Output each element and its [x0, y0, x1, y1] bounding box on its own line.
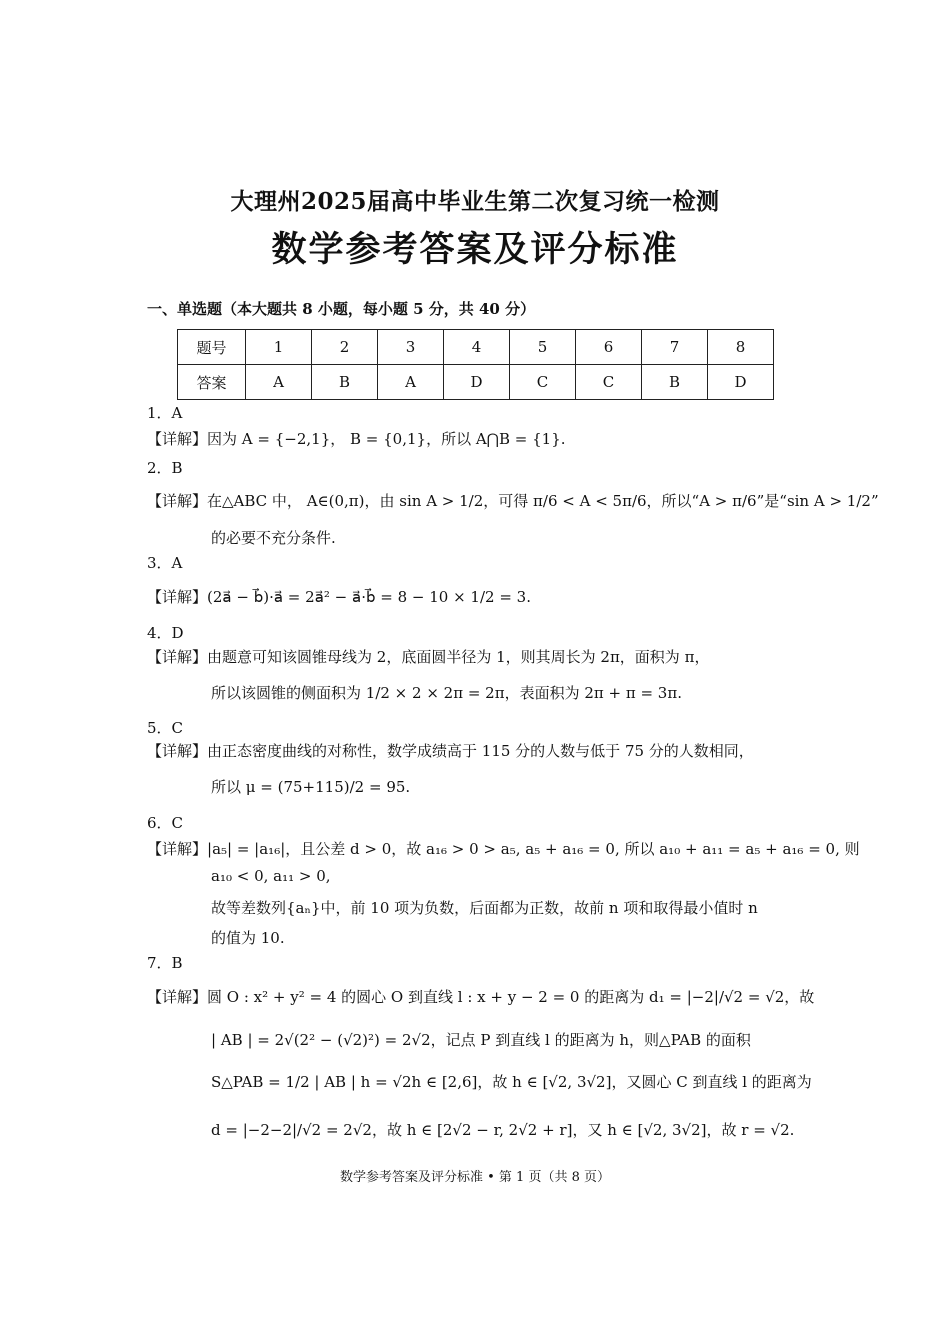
question-number: 7．B	[147, 954, 183, 972]
section-heading: 一、单选题（本大题共 8 小题，每小题 5 分，共 40 分）	[147, 300, 536, 318]
explanation-tag: 【详解】	[147, 492, 208, 510]
table-cell: 1	[246, 330, 312, 365]
explanation-text: S△PAB = 1/2 | AB | h = √2h ∈ [2,6]，故 h ∈ [√2, 3√2]，又圆心 C 到直线 l 的距离为	[211, 1073, 812, 1091]
explanation-text: 由正态密度曲线的对称性，数学成绩高于 115 分的人数与低于 75 分的人数相同，	[207, 742, 754, 760]
explanation-text: | AB | = 2√(2² − (√2)²) = 2√2，记点 P 到直线 l 的距离为 h，则△PAB 的面积	[211, 1031, 751, 1049]
question-number: 5．C	[147, 719, 184, 737]
table-cell: C	[576, 365, 642, 400]
explanation-text: 所以 μ = (75+115)/2 = 95.	[211, 778, 411, 796]
explanation-line	[147, 428, 566, 449]
explanation-text: 的值为 10.	[211, 929, 285, 947]
exam-title: 大理州2025届高中毕业生第二次复习统一检测	[230, 188, 720, 215]
table-row	[178, 330, 774, 365]
explanation-text: (2a⃗ − b⃗)·a⃗ = 2a⃗² − a⃗·b⃗ = 8 − 10 × 1/2 = 3.	[207, 588, 531, 606]
question-number: 4．D	[147, 624, 184, 642]
table-cell: D	[708, 365, 774, 400]
explanation-text: |a₅| = |a₁₆|，且公差 d > 0，故 a₁₆ > 0 > a₅, a₅ + a₁₆ = 0, 所以 a₁₀ + a₁₁ = a₅ + a₁₆ = 0, 则	[207, 840, 860, 858]
table-cell: B	[642, 365, 708, 400]
page-footer: 数学参考答案及评分标准 • 第 1 页（共 8 页）	[339, 1170, 610, 1185]
document-title: 数学参考答案及评分标准	[271, 229, 679, 270]
table-cell: B	[312, 365, 378, 400]
table-cell: A	[378, 365, 444, 400]
explanation-line	[147, 646, 709, 667]
table-cell: 3	[378, 330, 444, 365]
table-cell: 7	[642, 330, 708, 365]
explanation-text: 所以该圆锥的侧面积为 1/2 × 2 × 2π = 2π，表面积为 2π + π = 3π.	[211, 684, 682, 702]
explanation-tag: 【详解】	[147, 430, 208, 448]
explanation-tag: 【详解】	[147, 840, 208, 858]
table-cell: 5	[510, 330, 576, 365]
table-cell: 8	[708, 330, 774, 365]
explanation-text: 的必要不充分条件.	[211, 529, 336, 547]
explanation-text: d = |−2−2|/√2 = 2√2，故 h ∈ [2√2 − r, 2√2 + r]，又 h ∈ [√2, 3√2]，故 r = √2.	[211, 1121, 795, 1139]
explanation-line	[147, 490, 879, 511]
table-cell: 4	[444, 330, 510, 365]
explanation-text: 在△ABC 中， A∈(0,π)，由 sin A > 1/2，可得 π/6 < A < 5π/6，所以“A > π/6”是“sin A > 1/2”	[207, 492, 879, 510]
question-number: 2．B	[147, 459, 183, 477]
table-cell: 2	[312, 330, 378, 365]
table-cell: C	[510, 365, 576, 400]
question-number: 3．A	[147, 554, 183, 572]
explanation-line	[147, 586, 531, 607]
explanation-tag: 【详解】	[147, 588, 208, 606]
explanation-line	[147, 740, 754, 761]
explanation-text: 故等差数列{aₙ}中，前 10 项为负数，后面都为正数，故前 n 项和取得最小值时 n	[211, 899, 758, 917]
table-cell: 6	[576, 330, 642, 365]
table-cell: A	[246, 365, 312, 400]
question-number: 1．A	[147, 404, 183, 422]
explanation-line	[147, 986, 814, 1007]
explanation-tag: 【详解】	[147, 648, 208, 666]
table-header-cell: 题号	[178, 330, 246, 365]
explanation-text: 圆 O : x² + y² = 4 的圆心 O 到直线 l : x + y − 2 = 0 的距离为 d₁ = |−2|/√2 = √2，故	[207, 988, 815, 1006]
explanation-text: 因为 A = {−2,1}， B = {0,1}，所以 A⋂B = {1}.	[207, 430, 566, 448]
explanation-tag: 【详解】	[147, 988, 208, 1006]
explanation-tag: 【详解】	[147, 742, 208, 760]
table-header-cell: 答案	[178, 365, 246, 400]
explanation-text: 由题意可知该圆锥母线为 2，底面圆半径为 1，则其周长为 2π，面积为 π，	[207, 648, 710, 666]
question-number: 6．C	[147, 814, 184, 832]
answer-table	[177, 329, 774, 400]
explanation-text: a₁₀ < 0, a₁₁ > 0,	[211, 867, 331, 885]
table-cell: D	[444, 365, 510, 400]
table-row	[178, 365, 774, 400]
explanation-line	[147, 838, 860, 859]
